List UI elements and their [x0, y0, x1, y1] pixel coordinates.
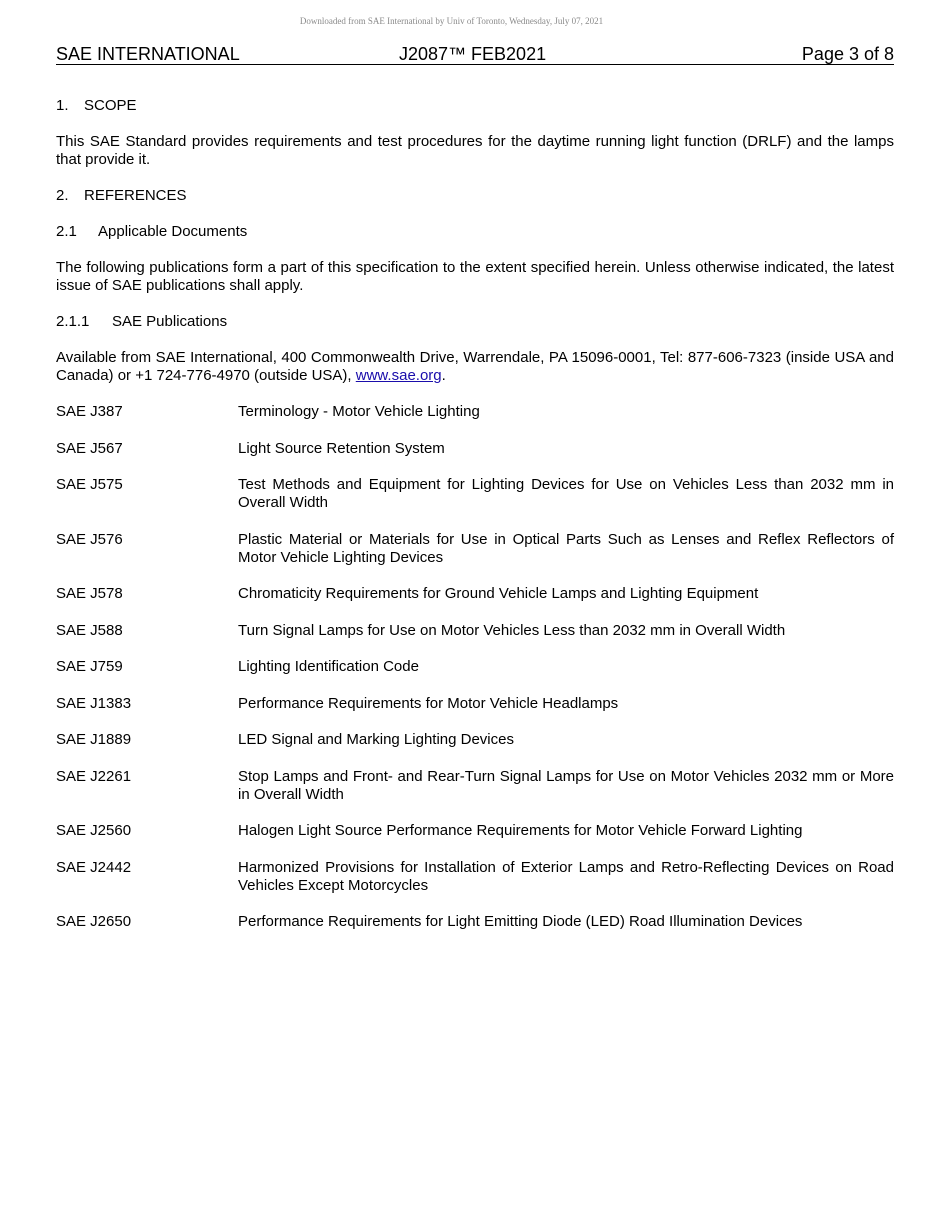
reference-code: SAE J578: [56, 585, 123, 602]
header-doc-id: J2087™ FEB2021: [399, 44, 547, 64]
reference-title: Lighting Identification Code: [238, 658, 419, 675]
reference-title: Harmonized Provisions for Installation of Exterior Lamps and Retro-Reflecting Devices on Road Vehicles Except Motorcycles: [238, 858, 894, 894]
reference-list: [56, 403, 894, 931]
reference-code: SAE J588: [56, 621, 123, 639]
reference-title: LED Signal and Marking Lighting Devices: [238, 731, 514, 748]
download-watermark: Downloaded from SAE International by Univ of Toronto, Wednesday, July 07, 2021: [299, 16, 604, 26]
reference-title: Plastic Material or Materials for Use in Optical Parts Such as Lenses and Reflex Reflectors of Motor Vehicle Lighting Devices: [238, 530, 894, 566]
sae-publications-paragraph: [56, 349, 894, 385]
applicable-documents-paragraph: The following publications form a part of this specification to the extent specified herein. Unless otherwise indicated, the latest issue of SAE publications shall apply.: [56, 259, 894, 294]
reference-row: [56, 403, 894, 421]
document-body: [56, 97, 894, 950]
section-number: 2.1.1: [56, 313, 90, 330]
section-number: 2.: [56, 187, 69, 204]
reference-code: SAE J387: [56, 403, 123, 420]
page-header: [56, 44, 894, 65]
section-scope-heading: [56, 97, 894, 115]
reference-title: Stop Lamps and Front- and Rear-Turn Signal Lamps for Use on Motor Vehicles 2032 mm or More in Overall Width: [238, 767, 894, 803]
reference-code: SAE J1383: [56, 694, 132, 712]
reference-code: SAE J2560: [56, 822, 132, 839]
reference-title: Light Source Retention System: [238, 439, 445, 457]
reference-row: [56, 695, 894, 713]
reference-code: SAE J2442: [56, 858, 132, 876]
reference-row: [56, 658, 894, 676]
reference-row: [56, 531, 894, 567]
reference-row: [56, 622, 894, 640]
reference-title: Performance Requirements for Light Emitting Diode (LED) Road Illumination Devices: [238, 913, 803, 930]
reference-title: Turn Signal Lamps for Use on Motor Vehicles Less than 2032 mm in Overall Width: [238, 621, 786, 639]
reference-row: [56, 768, 894, 804]
section-sae-publications-heading: [56, 313, 894, 331]
reference-row: [56, 731, 894, 749]
section-title: SAE Publications: [112, 313, 228, 330]
reference-code: SAE J2650: [56, 913, 132, 930]
section-title: SCOPE: [84, 97, 137, 114]
reference-title: Terminology - Motor Vehicle Lighting: [238, 403, 480, 420]
section-title: Applicable Documents: [98, 223, 248, 240]
section-references-heading: [56, 187, 894, 205]
reference-code: SAE J575: [56, 476, 123, 493]
reference-code: SAE J1889: [56, 731, 132, 748]
reference-title: Halogen Light Source Performance Requirements for Motor Vehicle Forward Lighting: [238, 822, 803, 839]
reference-row: [56, 585, 894, 603]
reference-title: Test Methods and Equipment for Lighting Devices for Use on Vehicles Less than 2032 mm in Overall Width: [238, 476, 894, 511]
section-number: 1.: [56, 97, 69, 114]
availability-text-end: .: [441, 367, 446, 384]
reference-row: [56, 859, 894, 895]
reference-title: Performance Requirements for Motor Vehicle Headlamps: [238, 694, 619, 712]
section-applicable-documents-heading: [56, 223, 894, 241]
reference-row: [56, 440, 894, 458]
availability-text: Available from SAE International, 400 Commonwealth Drive, Warrendale, PA 15096-0001, Tel: 877-606-7323 (inside USA and Canada) or +1 724-776-4970 (outside USA),: [56, 349, 894, 384]
header-page-number: Page 3 of 8: [801, 44, 894, 64]
reference-code: SAE J2261: [56, 767, 132, 785]
reference-row: [56, 822, 894, 840]
header-org: SAE INTERNATIONAL: [56, 44, 240, 64]
section-title: REFERENCES: [84, 187, 187, 204]
section-number: 2.1: [56, 223, 77, 240]
scope-paragraph: This SAE Standard provides requirements and test procedures for the daytime running light function (DRLF) and the lamps that provide it.: [56, 133, 894, 168]
reference-row: [56, 476, 894, 512]
reference-row: [56, 913, 894, 931]
reference-code: SAE J576: [56, 530, 123, 548]
reference-code: SAE J567: [56, 439, 123, 457]
reference-title: Chromaticity Requirements for Ground Vehicle Lamps and Lighting Equipment: [238, 585, 759, 602]
reference-code: SAE J759: [56, 658, 123, 675]
sae-website-link[interactable]: www.sae.org: [355, 367, 442, 384]
